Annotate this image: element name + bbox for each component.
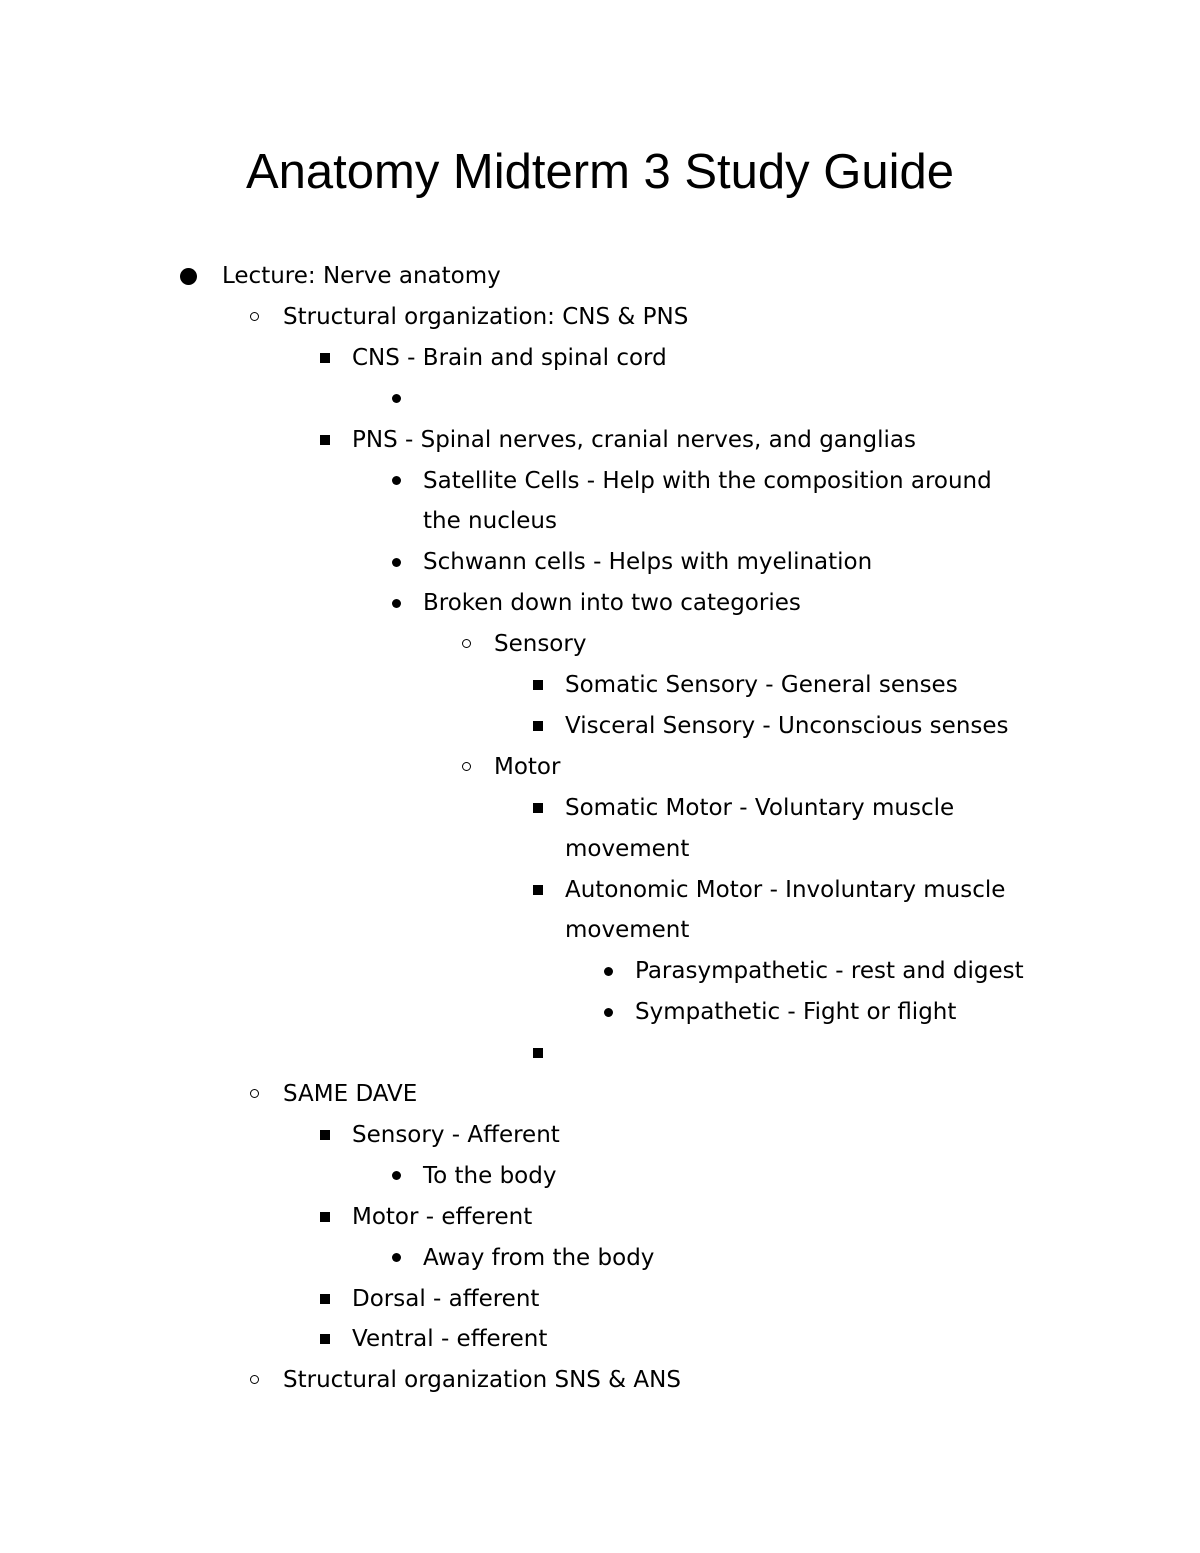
- list-item: Lecture: Nerve anatomy: [222, 263, 501, 289]
- list-item: Dorsal - afferent: [352, 1285, 540, 1312]
- list-item: Sensory - Afferent: [352, 1121, 560, 1148]
- bullet-disc-icon: [180, 268, 197, 285]
- bullet-disc-icon: [392, 1253, 401, 1262]
- bullet-square-icon: [320, 435, 330, 445]
- list-item: Ventral - efferent: [352, 1326, 548, 1353]
- bullet-ring-icon: [250, 1089, 259, 1098]
- bullet-disc-icon: [392, 394, 401, 403]
- list-item: Sympathetic - Fight or flight: [635, 999, 957, 1026]
- bullet-ring-icon: [462, 639, 471, 648]
- bullet-ring-icon: [462, 762, 471, 771]
- bullet-square-icon: [320, 1294, 330, 1304]
- list-item: movement: [565, 917, 690, 944]
- list-item: Schwann cells - Helps with myelination: [423, 549, 873, 576]
- list-item: Somatic Motor - Voluntary muscle: [565, 794, 955, 821]
- list-item: movement: [565, 835, 690, 862]
- list-item: Motor - efferent: [352, 1203, 533, 1230]
- list-item: Autonomic Motor - Involuntary muscle: [565, 876, 1006, 903]
- list-item: Broken down into two categories: [423, 590, 801, 617]
- list-item: SAME DAVE: [283, 1081, 418, 1107]
- bullet-square-icon: [533, 721, 543, 731]
- list-item: PNS - Spinal nerves, cranial nerves, and ganglias: [352, 426, 916, 453]
- bullet-disc-icon: [392, 599, 401, 608]
- bullet-square-icon: [533, 803, 543, 813]
- bullet-square-icon: [320, 1334, 330, 1344]
- list-item: CNS - Brain and spinal cord: [352, 344, 667, 371]
- bullet-square-icon: [533, 680, 543, 690]
- list-item: Structural organization SNS & ANS: [283, 1367, 681, 1394]
- list-item: Satellite Cells - Help with the composition around: [423, 467, 992, 494]
- bullet-disc-icon: [392, 1171, 401, 1180]
- bullet-disc-icon: [392, 476, 401, 485]
- page-title: Anatomy Midterm 3 Study Guide: [245, 145, 955, 199]
- list-item: Parasympathetic - rest and digest: [635, 958, 1024, 985]
- bullet-disc-icon: [604, 1008, 613, 1017]
- list-item: Somatic Sensory - General senses: [565, 672, 958, 698]
- bullet-square-icon: [533, 1048, 543, 1058]
- bullet-square-icon: [320, 1130, 330, 1140]
- list-item: Away from the body: [423, 1244, 655, 1271]
- list-item: Motor: [494, 753, 561, 780]
- list-item: Visceral Sensory - Unconscious senses: [565, 712, 1009, 739]
- bullet-ring-icon: [250, 1375, 259, 1384]
- bullet-ring-icon: [250, 312, 259, 321]
- list-item: Sensory: [494, 631, 587, 658]
- list-item: To the body: [423, 1162, 557, 1189]
- list-item: Structural organization: CNS & PNS: [283, 303, 689, 330]
- bullet-disc-icon: [392, 558, 401, 567]
- bullet-square-icon: [320, 353, 330, 363]
- bullet-square-icon: [320, 1212, 330, 1222]
- bullet-square-icon: [533, 885, 543, 895]
- list-item: the nucleus: [423, 508, 557, 535]
- bullet-disc-icon: [604, 967, 613, 976]
